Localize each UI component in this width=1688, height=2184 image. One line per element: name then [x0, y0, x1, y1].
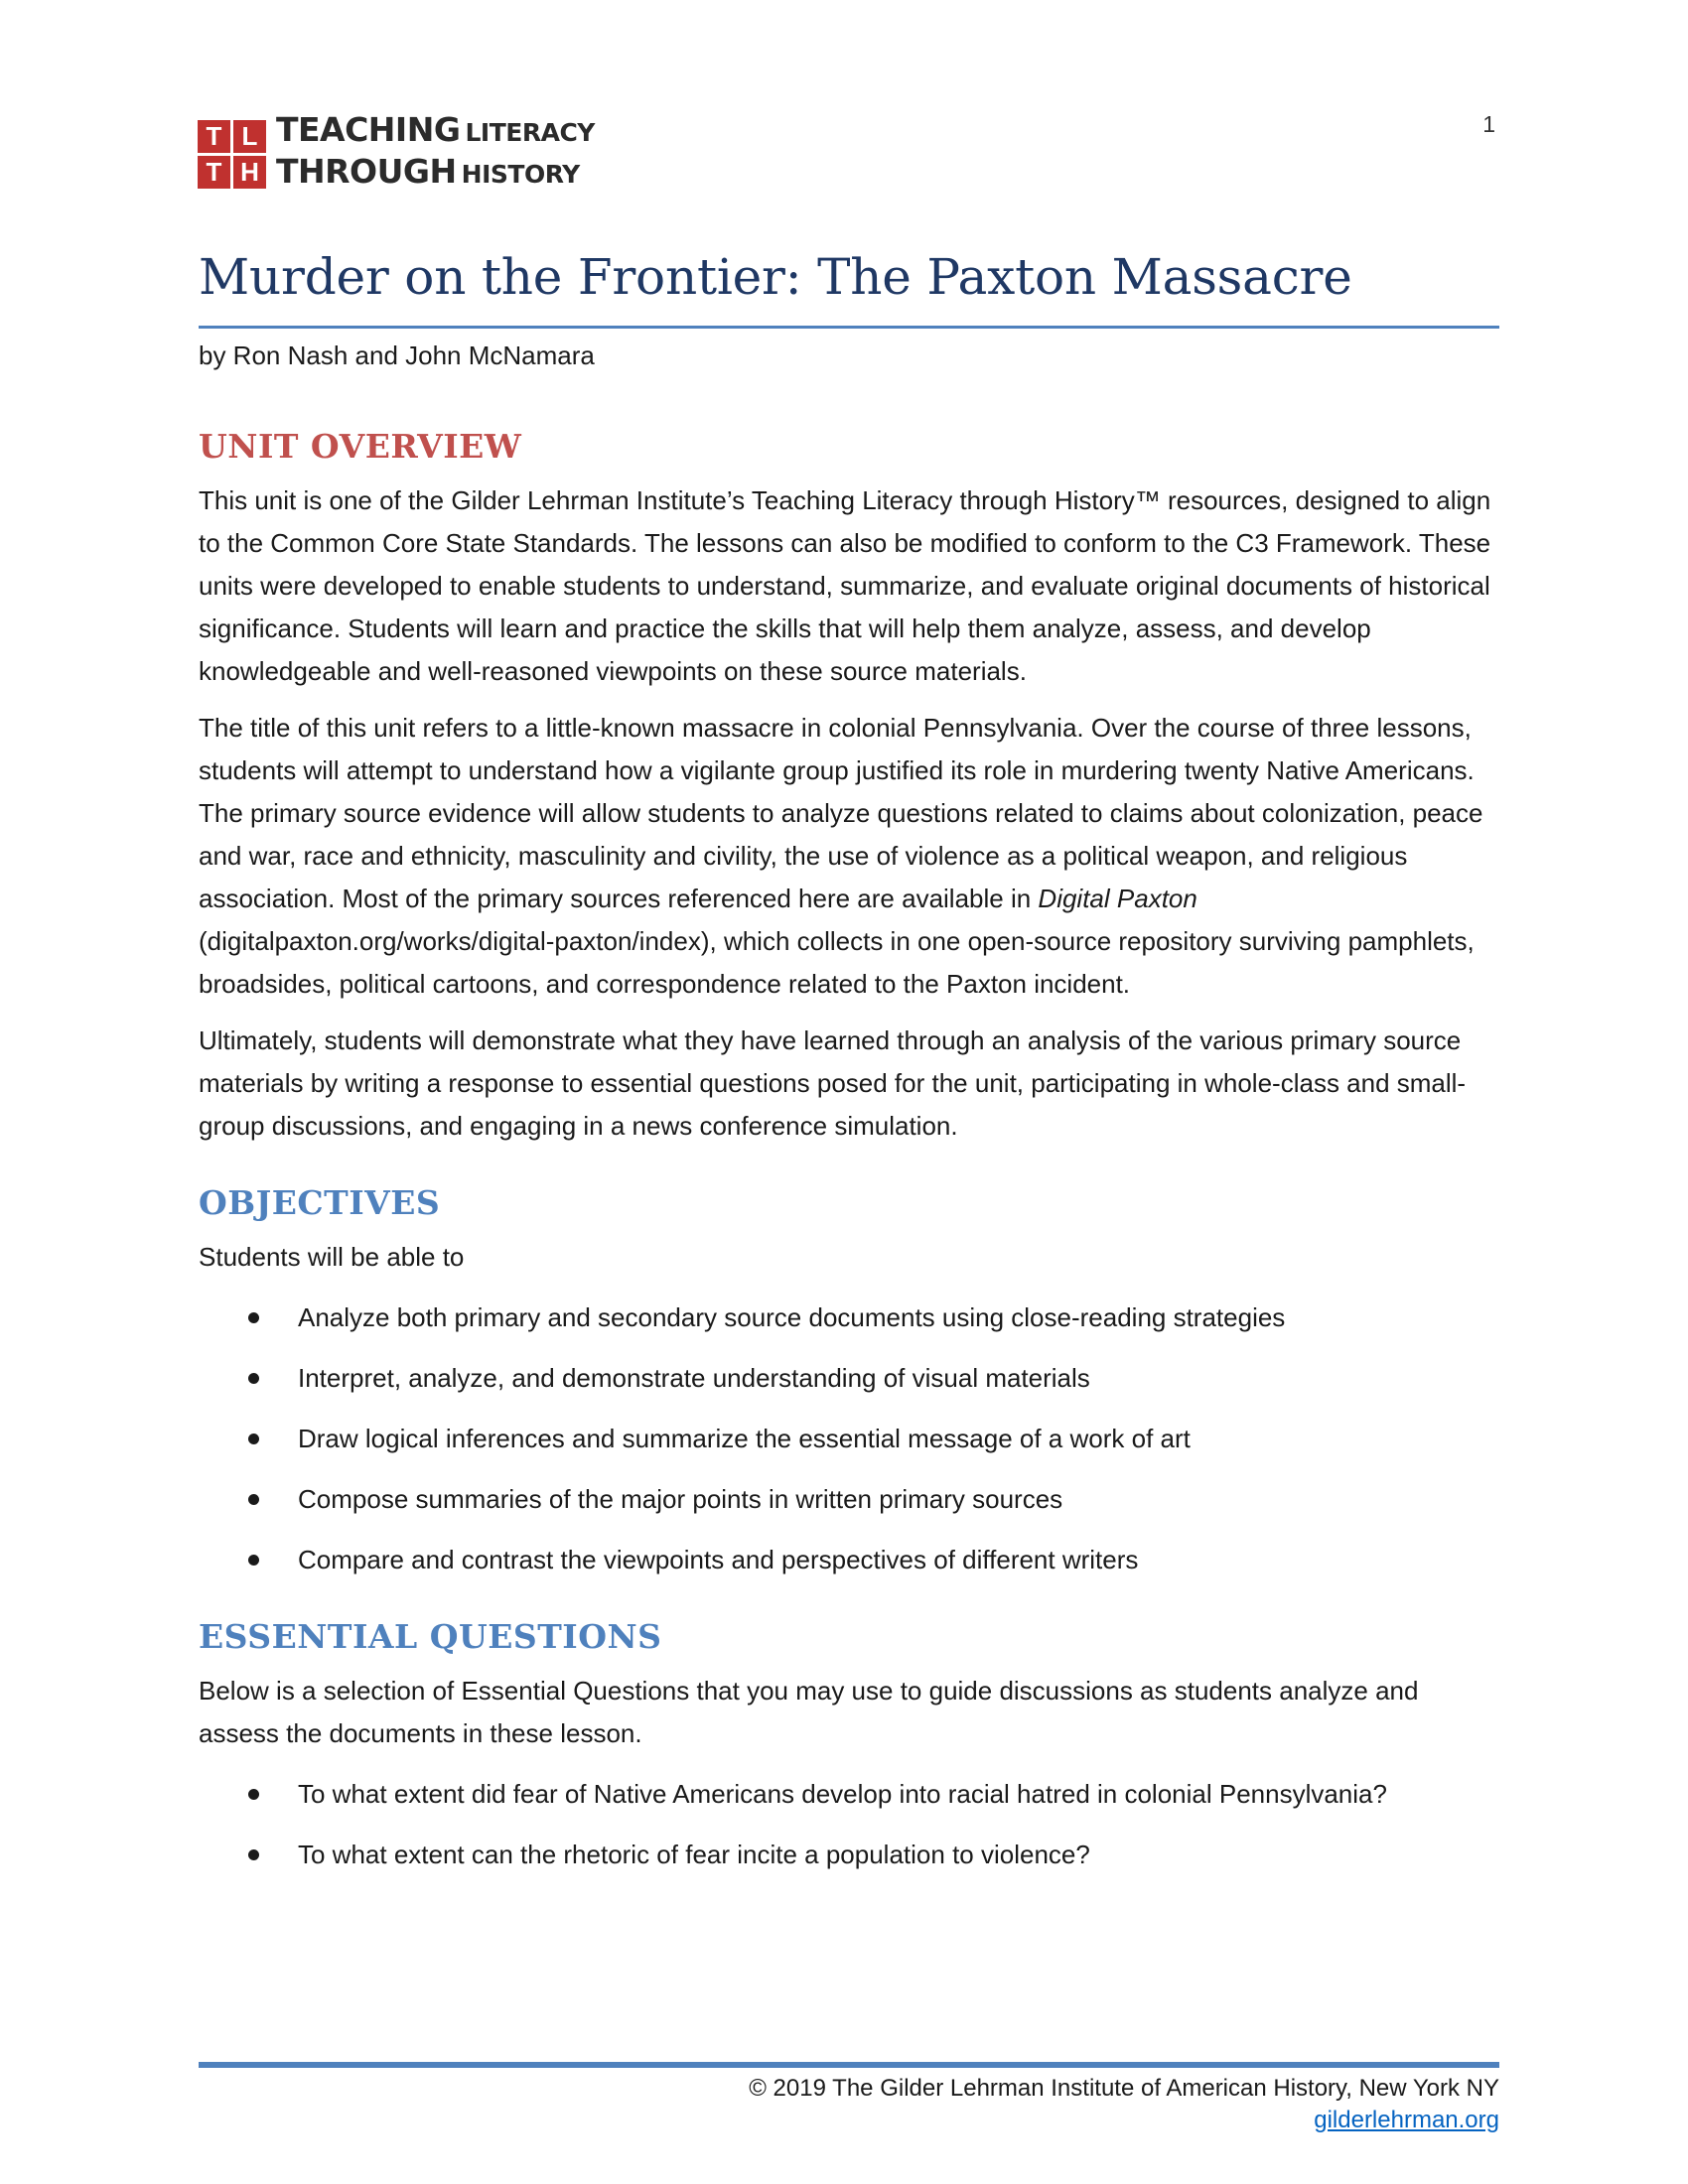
footer-divider	[199, 2062, 1499, 2068]
bullet-icon	[248, 1494, 259, 1505]
logo-word: THROUGH	[276, 152, 457, 191]
list-item: Interpret, analyze, and demonstrate understanding of visual materials	[199, 1357, 1499, 1400]
logo-cell: T	[198, 156, 230, 189]
bullet-icon	[248, 1433, 259, 1444]
list-item: To what extent can the rhetoric of fear incite a population to violence?	[199, 1834, 1499, 1876]
list-item: Compose summaries of the major points in written primary sources	[199, 1478, 1499, 1521]
overview-paragraph-2	[199, 707, 1499, 1006]
document-title: Murder on the Frontier: The Paxton Massacre	[199, 248, 1352, 306]
overview-paragraph-1: This unit is one of the Gilder Lehrman Institute’s Teaching Literacy through History™ resources, designed to align to the Common Core State Standards. The lessons can also be modified to conform to the C3 Framework. These units were developed to enable students to understand, summarize, and evaluate original documents of historical significance. Students will learn and practice the skills that will help them analyze, assess, and develop knowledgeable and well-reasoned viewpoints on these source materials.	[199, 485, 1491, 686]
document-body	[199, 427, 1499, 1876]
logo-word: LITERACY	[465, 118, 595, 147]
essential-questions-heading: ESSENTIAL QUESTIONS	[199, 1617, 662, 1656]
essential-questions-list	[199, 1773, 1499, 1876]
logo-cell: T	[198, 120, 230, 153]
list-item: To what extent did fear of Native Americans develop into racial hatred in colonial Pennsylvania?	[199, 1773, 1499, 1816]
footer-copyright: © 2019 The Gilder Lehrman Institute of American History, New York NY	[749, 2075, 1499, 2102]
title-divider	[199, 326, 1499, 329]
paragraph-text: The title of this unit refers to a little-known massacre in colonial Pennsylvania. Over the course of three lessons, students will attempt to understand how a vigilante group justified its role in murdering twenty Native Americans. The primary source evidence will allow students to analyze questions related to claims about colonization, peace and war, race and ethnicity, masculinity and civility, the use of violence as a political weapon, and religious association. Most of the primary sources referenced here are available in	[199, 713, 1483, 913]
bullet-icon	[248, 1849, 259, 1860]
paragraph-text: (digitalpaxton.org/works/digital-paxton/index), which collects in one open-source repository surviving pamphlets, broadsides, political cartoons, and correspondence related to the Paxton incident.	[199, 926, 1475, 999]
logo-word: HISTORY	[461, 160, 580, 189]
digital-paxton-title: Digital Paxton	[1038, 884, 1197, 913]
overview-paragraph-3: Ultimately, students will demonstrate what they have learned through an analysis of the various primary source materials by writing a response to essential questions posed for the unit, participating in whole-class and small-group discussions, and engaging in a news conference simulation.	[199, 1025, 1467, 1141]
bullet-icon	[248, 1789, 259, 1800]
essential-questions-intro: Below is a selection of Essential Questions that you may use to guide discussions as students analyze and assess the documents in these lesson.	[199, 1676, 1419, 1748]
list-item: Analyze both primary and secondary source documents using close-reading strategies	[199, 1297, 1499, 1339]
objectives-list	[199, 1297, 1499, 1581]
list-item: Draw logical inferences and summarize the essential message of a work of art	[199, 1418, 1499, 1460]
tlth-logo	[198, 112, 595, 196]
logo-word: TEACHING	[276, 110, 461, 149]
objectives-intro: Students will be able to	[199, 1242, 465, 1272]
logo-monogram	[198, 120, 266, 189]
list-item: Compare and contrast the viewpoints and perspectives of different writers	[199, 1539, 1499, 1581]
byline: by Ron Nash and John McNamara	[199, 341, 595, 370]
bullet-icon	[248, 1555, 259, 1566]
logo-cell: L	[233, 120, 266, 153]
logo-wordmark	[276, 112, 595, 196]
bullet-icon	[248, 1373, 259, 1384]
objectives-heading: OBJECTIVES	[199, 1183, 441, 1222]
bullet-icon	[248, 1312, 259, 1323]
page-number: 1	[1482, 111, 1495, 137]
unit-overview-heading: UNIT OVERVIEW	[199, 427, 522, 466]
logo-cell: H	[233, 156, 266, 189]
gilderlehrman-link[interactable]: gilderlehrman.org	[1314, 2107, 1499, 2133]
